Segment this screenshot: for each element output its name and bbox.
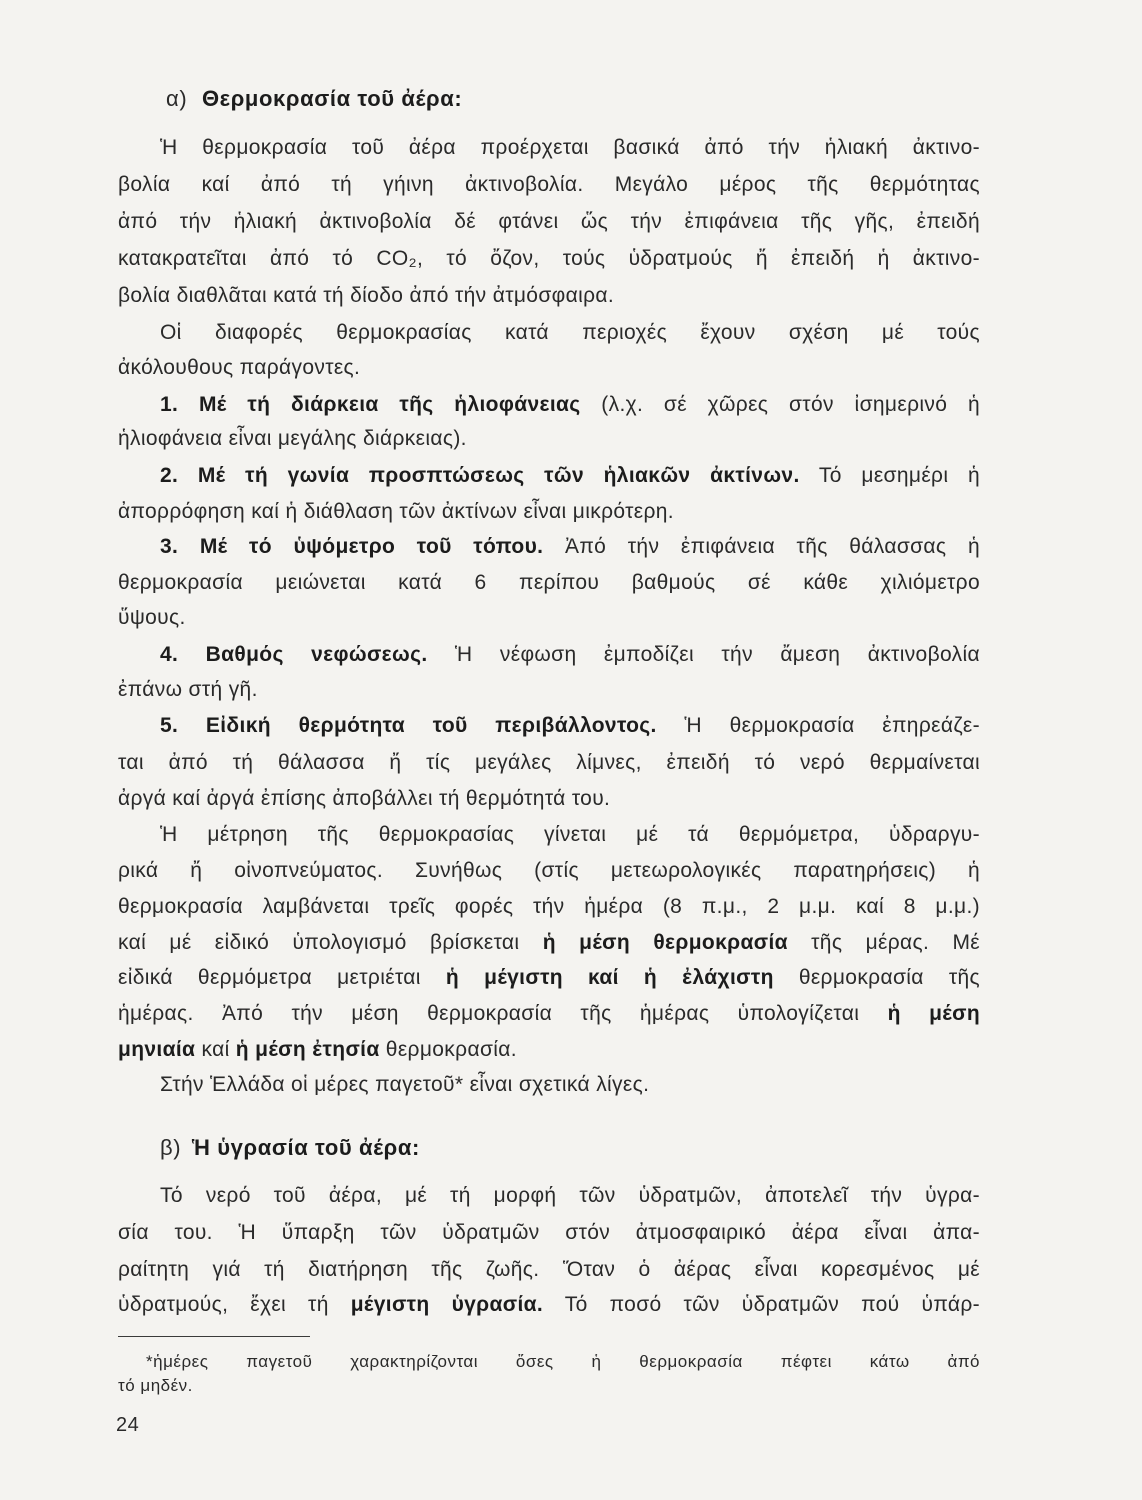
factor-1 [160, 390, 980, 420]
footnote-divider [118, 1336, 310, 1337]
factor-2-title: Μέ τή γωνία προσπτώσεως τῶν ἡλιακῶν ἀκτίνων. [197, 464, 800, 487]
term-annual-mean: ἡ μέση ἐτησία [235, 1038, 380, 1061]
paragraph-line: ρικά ἤ οἰνοπνεύματος. Συνήθως (στίς μετεωρολογικές παρατηρήσεις) ἡ [118, 859, 980, 882]
paragraph-line: βολία καί ἀπό τή γήινη ἀκτινοβολία. Μεγάλο μέρος τῆς θερμότητας [118, 173, 980, 196]
section-b-label: β) [160, 1135, 182, 1160]
paragraph-line [118, 928, 980, 958]
section-a-heading [166, 84, 1028, 114]
text-run: τῆς μέρας. Μέ [787, 931, 980, 954]
term-mean: ἡ μέση [887, 1002, 981, 1025]
paragraph-line: ἡλιοφάνεια εἶναι μεγάλης διάρκειας). [118, 427, 467, 450]
footnote-line: τό μηδέν. [118, 1376, 193, 1395]
factor-1-number: 1. [160, 393, 179, 416]
paragraph-line: Ἡ μέτρηση τῆς θερμοκρασίας γίνεται μέ τά θερμόμετρα, ὑδραργυ- [160, 823, 980, 846]
paragraph-line [118, 999, 980, 1029]
paragraph-line: ραίτητη γιά τή διατήρηση τῆς ζωῆς. Ὅταν ὁ ἀέρας εἶναι κορεσμένος μέ [118, 1258, 980, 1281]
factor-2 [160, 461, 980, 491]
paragraph-line: θερμοκρασία μειώνεται κατά 6 περίπου βαθμούς σέ κάθε χιλιόμετρο [118, 571, 980, 594]
paragraph-line [118, 1035, 980, 1065]
paragraph-line: ἐπάνω στή γῆ. [118, 678, 258, 701]
paragraph-line: ἀκόλουθους παράγοντες. [118, 356, 361, 379]
paragraph-line: Ἡ θερμοκρασία τοῦ ἀέρα προέρχεται βασικά ἀπό τήν ἡλιακή ἀκτινο- [160, 136, 980, 159]
footnote-line: *ἡμέρες παγετοῦ χαρακτηρίζονται ὅσες ἡ θερμοκρασία πέφτει κάτω ἀπό [146, 1352, 980, 1371]
paragraph-line: κατακρατεῖται ἀπό τό CO₂, τό ὄζον, τούς ὑδρατμούς ἤ ἐπειδή ἡ ἀκτινο- [118, 247, 980, 270]
paragraph-line [118, 1290, 980, 1320]
factor-2-number: 2. [160, 464, 179, 487]
paragraph-line [118, 963, 980, 993]
paragraph-line: Τό νερό τοῦ ἀέρα, μέ τή μορφή τῶν ὑδρατμῶν, ἀποτελεῖ τήν ὑγρα- [160, 1184, 980, 1207]
factor-4-number: 4. [160, 643, 179, 666]
section-a-title: Θερμοκρασία τοῦ ἀέρα: [201, 86, 463, 111]
factor-1-title: Μέ τή διάρκεια τῆς ἡλιοφάνειας [198, 393, 581, 416]
section-b-title: Ἡ ὑγρασία τοῦ ἀέρα: [191, 1135, 420, 1160]
term-mean-temperature: ἡ μέση θερμοκρασία [542, 931, 788, 954]
text-run: ἡμέρας. Ἀπό τήν μέση θερμοκρασία τῆς ἡμέρας ὑπολογίζεται [118, 1002, 888, 1025]
factor-4 [160, 640, 980, 670]
factor-1-text: (λ.χ. σέ χῶρες στόν ἰσημερινό ἡ [580, 393, 981, 416]
text-run: θερμοκρασία τῆς [773, 966, 981, 989]
term-max-min: ἡ μέγιστη καί ἡ ἐλάχιστη [445, 966, 774, 989]
factor-3-title: Μέ τό ὑψόμετρο τοῦ τόπου. [199, 535, 544, 558]
factor-3-text: Ἀπό τήν ἐπιφάνεια τῆς θάλασσας ἡ [543, 535, 981, 558]
paragraph-line: σία του. Ἡ ὕπαρξη τῶν ὑδρατμῶν στόν ἀτμοσφαιρικό ἀέρα εἶναι ἀπα- [118, 1221, 980, 1244]
text-run: καί μέ εἰδικό ὑπολογισμό βρίσκεται [118, 931, 543, 954]
paragraph-line: βολία διαθλᾶται κατά τή δίοδο ἀπό τήν ἀτμόσφαιρα. [118, 284, 615, 307]
term-monthly: μηνιαία [118, 1038, 196, 1061]
page-number: 24 [116, 1414, 140, 1436]
factor-5-number: 5. [160, 714, 179, 737]
factor-5 [160, 711, 980, 741]
text-run: Τό ποσό τῶν ὑδρατμῶν πού ὑπάρ- [543, 1293, 980, 1316]
term-max-humidity: μέγιστη ὑγρασία. [350, 1293, 544, 1316]
factor-4-title: Βαθμός νεφώσεως. [205, 643, 428, 666]
factor-5-text: Ἡ θερμοκρασία ἐπηρεάζε- [656, 714, 980, 737]
paragraph-line: Στήν Ἑλλάδα οἱ μέρες παγετοῦ* εἶναι σχετικά λίγες. [160, 1073, 650, 1096]
paragraph-line: ἀπορρόφηση καί ἡ διάθλαση τῶν ἀκτίνων εἶναι μικρότερη. [118, 500, 674, 523]
section-a-label: α) [166, 86, 188, 111]
factor-3 [160, 532, 980, 562]
text-run: εἰδικά θερμόμετρα μετριέται [118, 966, 446, 989]
paragraph-line: Οἱ διαφορές θερμοκρασίας κατά περιοχές ἔχουν σχέση μέ τούς [160, 321, 980, 344]
text-run: καί [195, 1038, 236, 1061]
paragraph-line: ται ἀπό τή θάλασσα ἤ τίς μεγάλες λίμνες, ἐπειδή τό νερό θερμαίνεται [118, 751, 980, 774]
paragraph-line: ἀπό τήν ἡλιακή ἀκτινοβολία δέ φτάνει ὥς τήν ἐπιφάνεια τῆς γῆς, ἐπειδή [118, 210, 980, 233]
text-run: ὑδρατμούς, ἔχει τή [118, 1293, 351, 1316]
factor-3-number: 3. [160, 535, 179, 558]
factor-4-text: Ἡ νέφωση ἐμποδίζει τήν ἄμεση ἀκτινοβολία [427, 643, 980, 666]
text-run: θερμοκρασία. [379, 1038, 517, 1061]
factor-5-title: Εἰδική θερμότητα τοῦ περιβάλλοντος. [205, 714, 657, 737]
paragraph-line: θερμοκρασία λαμβάνεται τρεῖς φορές τήν ἡμέρα (8 π.μ., 2 μ.μ. καί 8 μ.μ.) [118, 895, 980, 918]
paragraph-line: ἀργά καί ἀργά ἐπίσης ἀποβάλλει τή θερμότητά του. [118, 787, 611, 810]
factor-2-text: Τό μεσημέρι ἡ [799, 464, 981, 487]
section-b-heading [160, 1133, 1022, 1163]
paragraph-line: ὕψους. [118, 606, 186, 629]
